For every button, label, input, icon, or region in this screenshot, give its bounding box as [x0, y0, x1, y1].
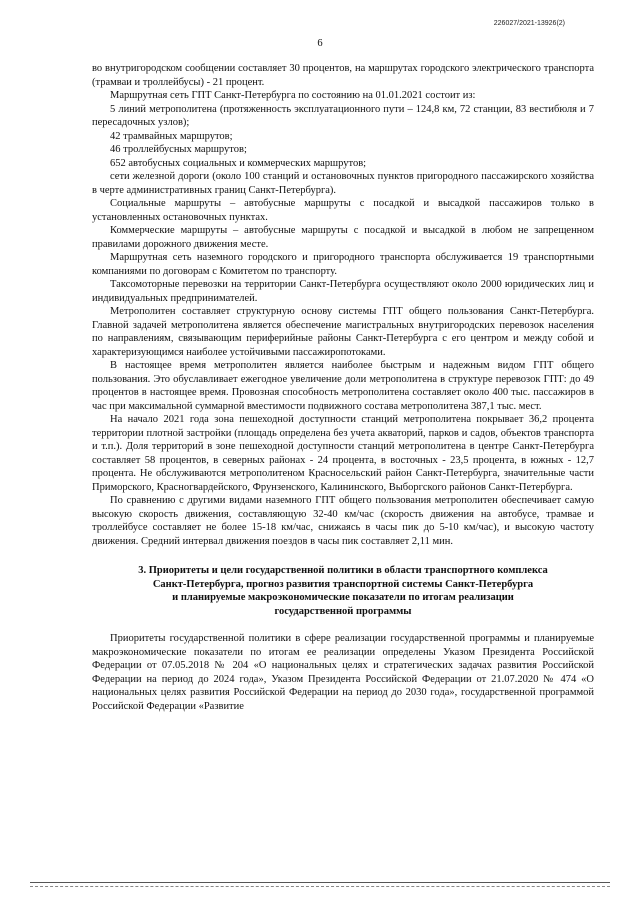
paragraph: Коммерческие маршруты – автобусные маршруты с посадкой и высадкой в любом не запрещенном правилами дорожного движения месте.: [92, 225, 594, 250]
paragraph: В настоящее время метрополитен является наиболее быстрым и надежным видом ГПТ общего пользования. Это обуславливает ежегодное увеличение доли метрополитена в структуре перевозок ГПТ: до 49 процентов в настоящее время. Провозная способность метрополитена составляет около 400 тыс. пассажиров в час при максимальной суммарной вместимости подвижного состава метрополитена 387,1 тыс. мест.: [92, 360, 594, 412]
section-title-line: и планируемые макроэкономические показатели по итогам реализации: [172, 592, 514, 603]
scan-edge-line: [30, 886, 610, 887]
paragraph: Метрополитен составляет структурную основу системы ГПТ общего пользования Санкт-Петербурга. Главной задачей метрополитена является обеспечение магистральных внутригородских перевозок населения по направлениям, связывающим периферийные районы Санкт-Петербурга с его центром и между собой и характеризующимся наиболее устойчивыми пассажиропотоками.: [92, 306, 594, 358]
paragraph: По сравнению с другими видами наземного ГПТ общего пользования метрополитен обеспечивает самую высокую скорость движения, составляющую 32-40 км/час (скорость движения на автобусе, трамвае и троллейбусе составляет не более 15-18 км/час, снижаясь в часы пик до 5-10 км/час), и высокую частоту движения. Средний интервал движения поездов в часы пик составляет 2,11 мин.: [92, 495, 594, 547]
section-title-line: Санкт-Петербурга, прогноз развития транспортной системы Санкт-Петербурга: [152, 578, 534, 590]
paragraph: сети железной дороги (около 100 станций и остановочных пунктов пригородного пассажирского хозяйства в черте административных границ Санкт-Петербурга).: [92, 171, 594, 196]
paragraph: На начало 2021 года зона пешеходной доступности станций метрополитена покрывает 36,2 процента территории плотной застройки (площадь определена без учета акваторий, парков и садов, объектов транспорта и т.п.). Доля территорий в зоне пешеходной доступности станций метрополитена в центре Санкт-Петербурга составляет 58 процентов, в северных районах - 24 процента, в восточных - 23,5 процента, в южных - 12,7 процента. Не обслуживаются метрополитеном Красносельский район Санкт-Петербурга, значительные части Приморского, Красногвардейского, Фрунзенского, Калининского, Выборгского районов Санкт-Петербурга.: [92, 414, 594, 493]
document-body: [92, 62, 594, 713]
section-title: [92, 564, 594, 618]
scan-edge-line: [30, 882, 610, 883]
section-title-line: 3. Приоритеты и цели государственной политики в области транспортного комплекса: [138, 565, 548, 576]
document-number: 226027/2021-13926(2): [493, 20, 565, 27]
paragraph: 652 автобусных социальных и коммерческих маршрутов;: [110, 157, 367, 169]
section-title-line: государственной программы: [274, 605, 412, 617]
paragraph: Маршрутная сеть наземного городского и пригородного транспорта обслуживается 19 транспортными компаниями по договорам с Комитетом по транспорту.: [92, 252, 594, 277]
page-number: 6: [317, 38, 323, 49]
paragraph: Социальные маршруты – автобусные маршруты с посадкой и высадкой пассажиров только в установленных остановочных пунктах.: [92, 198, 594, 223]
paragraph: 42 трамвайных маршрутов;: [110, 130, 233, 142]
paragraph: Таксомоторные перевозки на территории Санкт-Петербурга осуществляют около 2000 юридических лиц и индивидуальных предпринимателей.: [92, 279, 594, 304]
paragraph: Приоритеты государственной политики в сфере реализации государственной программы и планируемые макроэкономические показатели по итогам ее реализации определены Указом Президента Российской Федерации от 07.05.2018 № 204 «О национальных целях и стратегических задачах развития Российской Федерации на период до 2024 года», Указом Президента Российской Федерации от 21.07.2020 № 474 «О национальных целях развития Российской Федерации на период до 2030 года», государственной программой Российской Федерации «Развитие: [92, 633, 594, 712]
paragraph: во внутригородском сообщении составляет 30 процентов, на маршрутах городского электрического транспорта (трамваи и троллейбусы) - 21 процент.: [92, 63, 594, 88]
paragraph: 5 линий метрополитена (протяженность эксплуатационного пути – 124,8 км, 72 станции, 83 вестибюля и 7 пересадочных узлов);: [92, 103, 594, 128]
paragraph: 46 троллейбусных маршрутов;: [110, 144, 247, 155]
paragraph: Маршрутная сеть ГПТ Санкт-Петербурга по состоянию на 01.01.2021 состоит из:: [110, 90, 476, 101]
